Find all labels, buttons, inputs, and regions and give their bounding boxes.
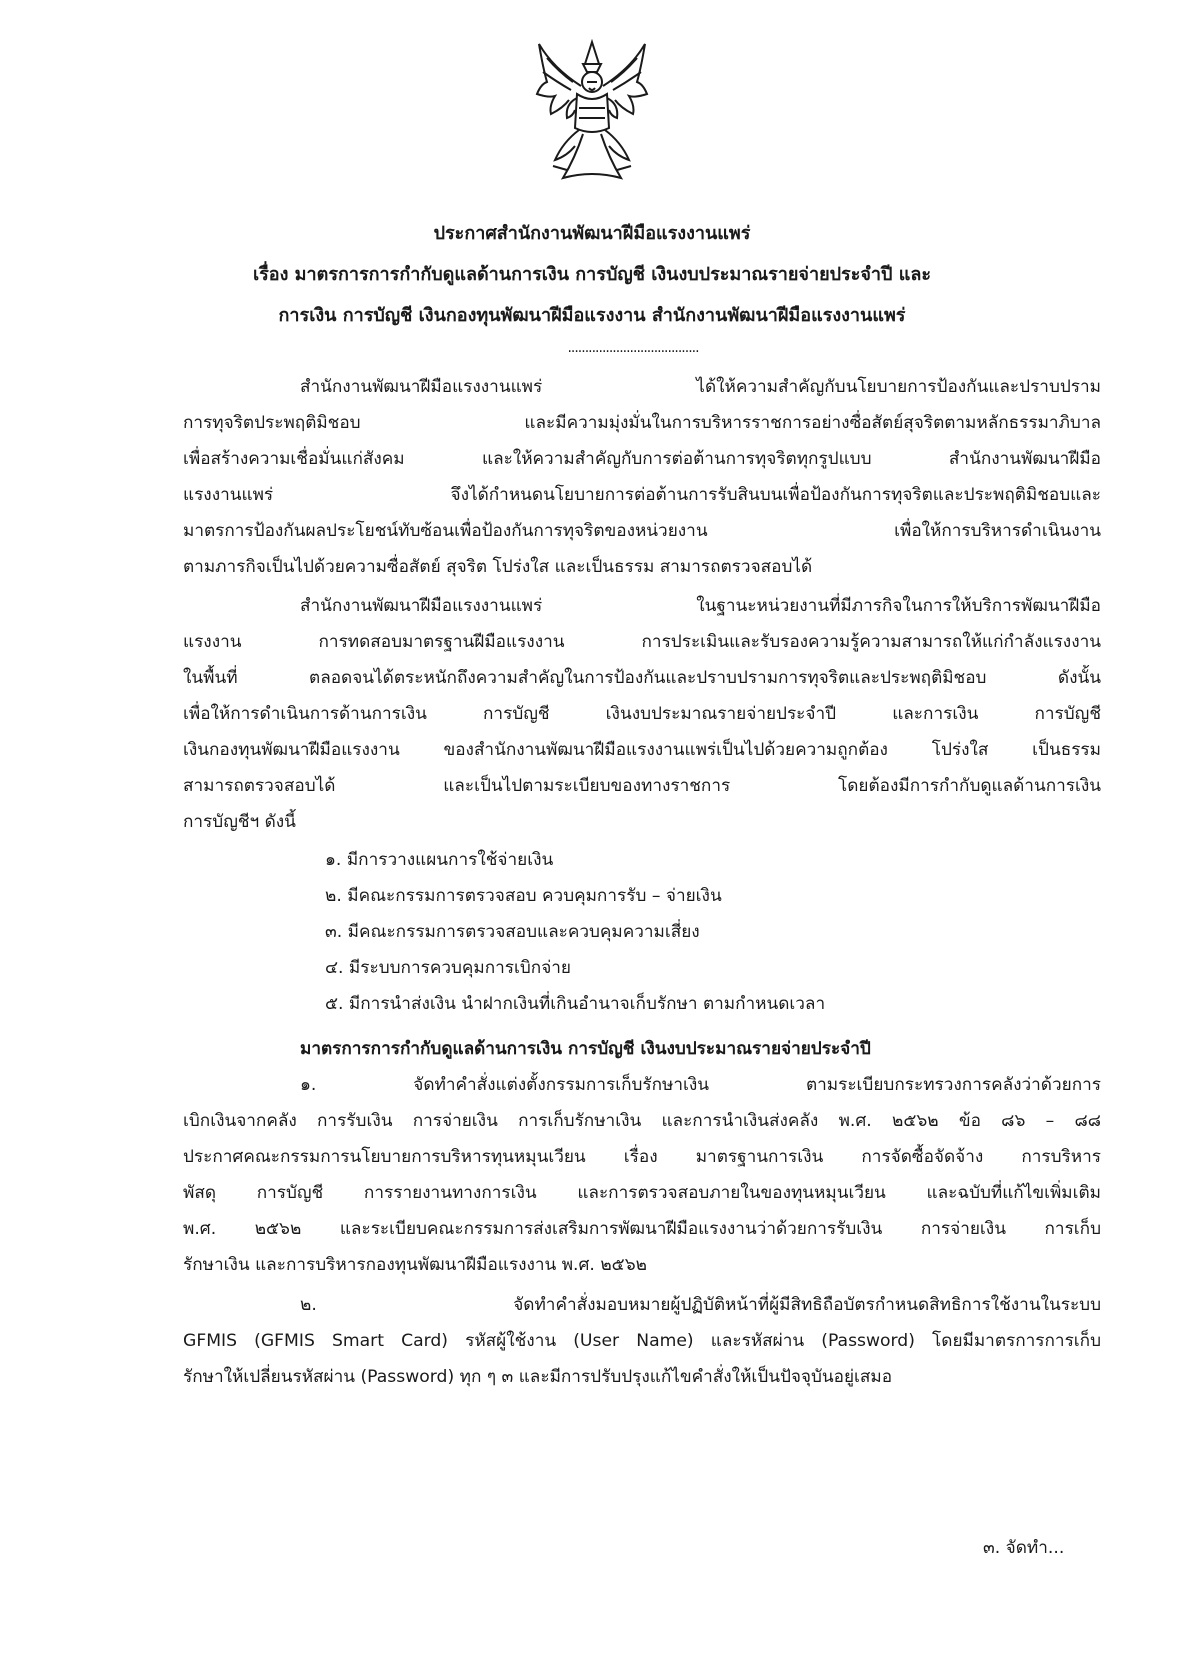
paragraph-line: เพื่อให้การดำเนินการด้านการเงิน การบัญชี เงินงบประมาณรายจ่ายประจำปี และการเงิน การบัญชี xyxy=(183,704,1101,724)
list-item: ๓. มีคณะกรรมการตรวจสอบและควบคุมความเสี่ยง xyxy=(325,922,700,942)
paragraph-line: แรงงาน การทดสอบมาตรฐานฝีมือแรงงาน การประเมินและรับรองความรู้ความสามารถให้แก่กำลังแรงงาน xyxy=(183,632,1101,652)
paragraph-line: แรงงานแพร่ จึงได้กำหนดนโยบายการต่อต้านการรับสินบนเพื่อป้องกันการทุจริตและประพฤติมิชอบและ xyxy=(183,485,1101,505)
paragraph-line: สำนักงานพัฒนาฝีมือแรงงานแพร่ ได้ให้ความสำคัญกับนโยบายการป้องกันและปราบปราม xyxy=(300,377,1101,397)
paragraph-line: สำนักงานพัฒนาฝีมือแรงงานแพร่ ในฐานะหน่วยงานที่มีภารกิจในการให้บริการพัฒนาฝีมือ xyxy=(300,596,1101,616)
paragraph-line: พัสดุ การบัญชี การรายงานทางการเงิน และการตรวจสอบภายในของทุนหมุนเวียน และฉบับที่แก้ไขเพิ่มเติม xyxy=(183,1183,1101,1203)
paragraph-line: เพื่อสร้างความเชื่อมั่นแก่สังคม และให้ความสำคัญกับการต่อต้านการทุจริตทุกรูปแบบ สำนักงานพัฒนาฝีมือ xyxy=(183,449,1101,469)
title-line-2: เรื่อง มาตรการการกำกับดูแลด้านการเงิน การบัญชี เงินงบประมาณรายจ่ายประจำปี และ xyxy=(252,264,932,285)
paragraph-line: ๑. จัดทำคำสั่งแต่งตั้งกรรมการเก็บรักษาเงิน ตามระเบียบกระทรวงการคลังว่าด้วยการ xyxy=(300,1075,1101,1095)
paragraph-line: มาตรการป้องกันผลประโยชน์ทับซ้อนเพื่อป้องกันการทุจริตของหน่วยงาน เพื่อให้การบริหารดำเนินงาน xyxy=(183,521,1101,541)
paragraph-line: รักษาให้เปลี่ยนรหัสผ่าน (Password) ทุก ๆ ๓ และมีการปรับปรุงแก้ไขคำสั่งให้เป็นปัจจุบันอยู่เสมอ xyxy=(183,1367,893,1387)
page-continuation: ๓. จัดทำ... xyxy=(983,1538,1065,1558)
section-heading: มาตรการการกำกับดูแลด้านการเงิน การบัญชี เงินงบประมาณรายจ่ายประจำปี xyxy=(300,1039,871,1059)
paragraph-line: พ.ศ. ๒๕๖๒ และระเบียบคณะกรรมการส่งเสริมการพัฒนาฝีมือแรงงานว่าด้วยการรับเงิน การจ่ายเงิน การเก็บ xyxy=(183,1219,1101,1239)
paragraph-line: ตามภารกิจเป็นไปด้วยความซื่อสัตย์ สุจริต โปร่งใส และเป็นธรรม สามารถตรวจสอบได้ xyxy=(183,557,813,577)
list-item: ๔. มีระบบการควบคุมการเบิกจ่าย xyxy=(325,958,571,978)
paragraph-line: สามารถตรวจสอบได้ และเป็นไปตามระเบียบของทางราชการ โดยต้องมีการกำกับดูแลด้านการเงิน xyxy=(183,776,1101,796)
garuda-emblem-icon xyxy=(533,38,651,186)
paragraph-line: ประกาศคณะกรรมการนโยบายการบริหารทุนหมุนเวียน เรื่อง มาตรฐานการเงิน การจัดซื้อจัดจ้าง การบริหาร xyxy=(183,1147,1101,1167)
title-line-3: การเงิน การบัญชี เงินกองทุนพัฒนาฝีมือแรงงาน สำนักงานพัฒนาฝีมือแรงงานแพร่ xyxy=(278,305,906,326)
paragraph-line: การบัญชีฯ ดังนี้ xyxy=(183,812,296,832)
paragraph-line: ๒. จัดทำคำสั่งมอบหมายผู้ปฏิบัติหน้าที่ผู้มีสิทธิถือบัตรกำหนดสิทธิการใช้งานในระบบ xyxy=(300,1295,1101,1315)
paragraph-line: เบิกเงินจากคลัง การรับเงิน การจ่ายเงิน การเก็บรักษาเงิน และการนำเงินส่งคลัง พ.ศ. ๒๕๖๒ ข้อ ๘๖ – ๘๘ xyxy=(183,1111,1101,1131)
paragraph-line: เงินกองทุนพัฒนาฝีมือแรงงาน ของสำนักงานพัฒนาฝีมือแรงงานแพร่เป็นไปด้วยความถูกต้อง โปร่งใส เป็นธรรม xyxy=(183,740,1101,760)
paragraph-line: GFMIS (GFMIS Smart Card) รหัสผู้ใช้งาน (User Name) และรหัสผ่าน (Password) โดยมีมาตรการการเก็บ xyxy=(183,1331,1101,1351)
title-line-1: ประกาศสำนักงานพัฒนาฝีมือแรงงานแพร่ xyxy=(433,223,751,244)
title-separator: ...................................... xyxy=(567,340,699,356)
list-item: ๕. มีการนำส่งเงิน นำฝากเงินที่เกินอำนาจเก็บรักษา ตามกำหนดเวลา xyxy=(325,994,826,1014)
list-item: ๒. มีคณะกรรมการตรวจสอบ ควบคุมการรับ – จ่ายเงิน xyxy=(325,886,722,906)
list-item: ๑. มีการวางแผนการใช้จ่ายเงิน xyxy=(325,850,554,870)
paragraph-line: ในพื้นที่ ตลอดจนได้ตระหนักถึงความสำคัญในการป้องกันและปราบปรามการทุจริตและประพฤติมิชอบ ดังนั้น xyxy=(183,668,1101,688)
paragraph-line: รักษาเงิน และการบริหารกองทุนพัฒนาฝีมือแรงงาน พ.ศ. ๒๕๖๒ xyxy=(183,1255,647,1275)
paragraph-line: การทุจริตประพฤติมิชอบ และมีความมุ่งมั่นในการบริหารราชการอย่างซื่อสัตย์สุจริตตามหลักธรรมาภิบาล xyxy=(183,413,1101,433)
